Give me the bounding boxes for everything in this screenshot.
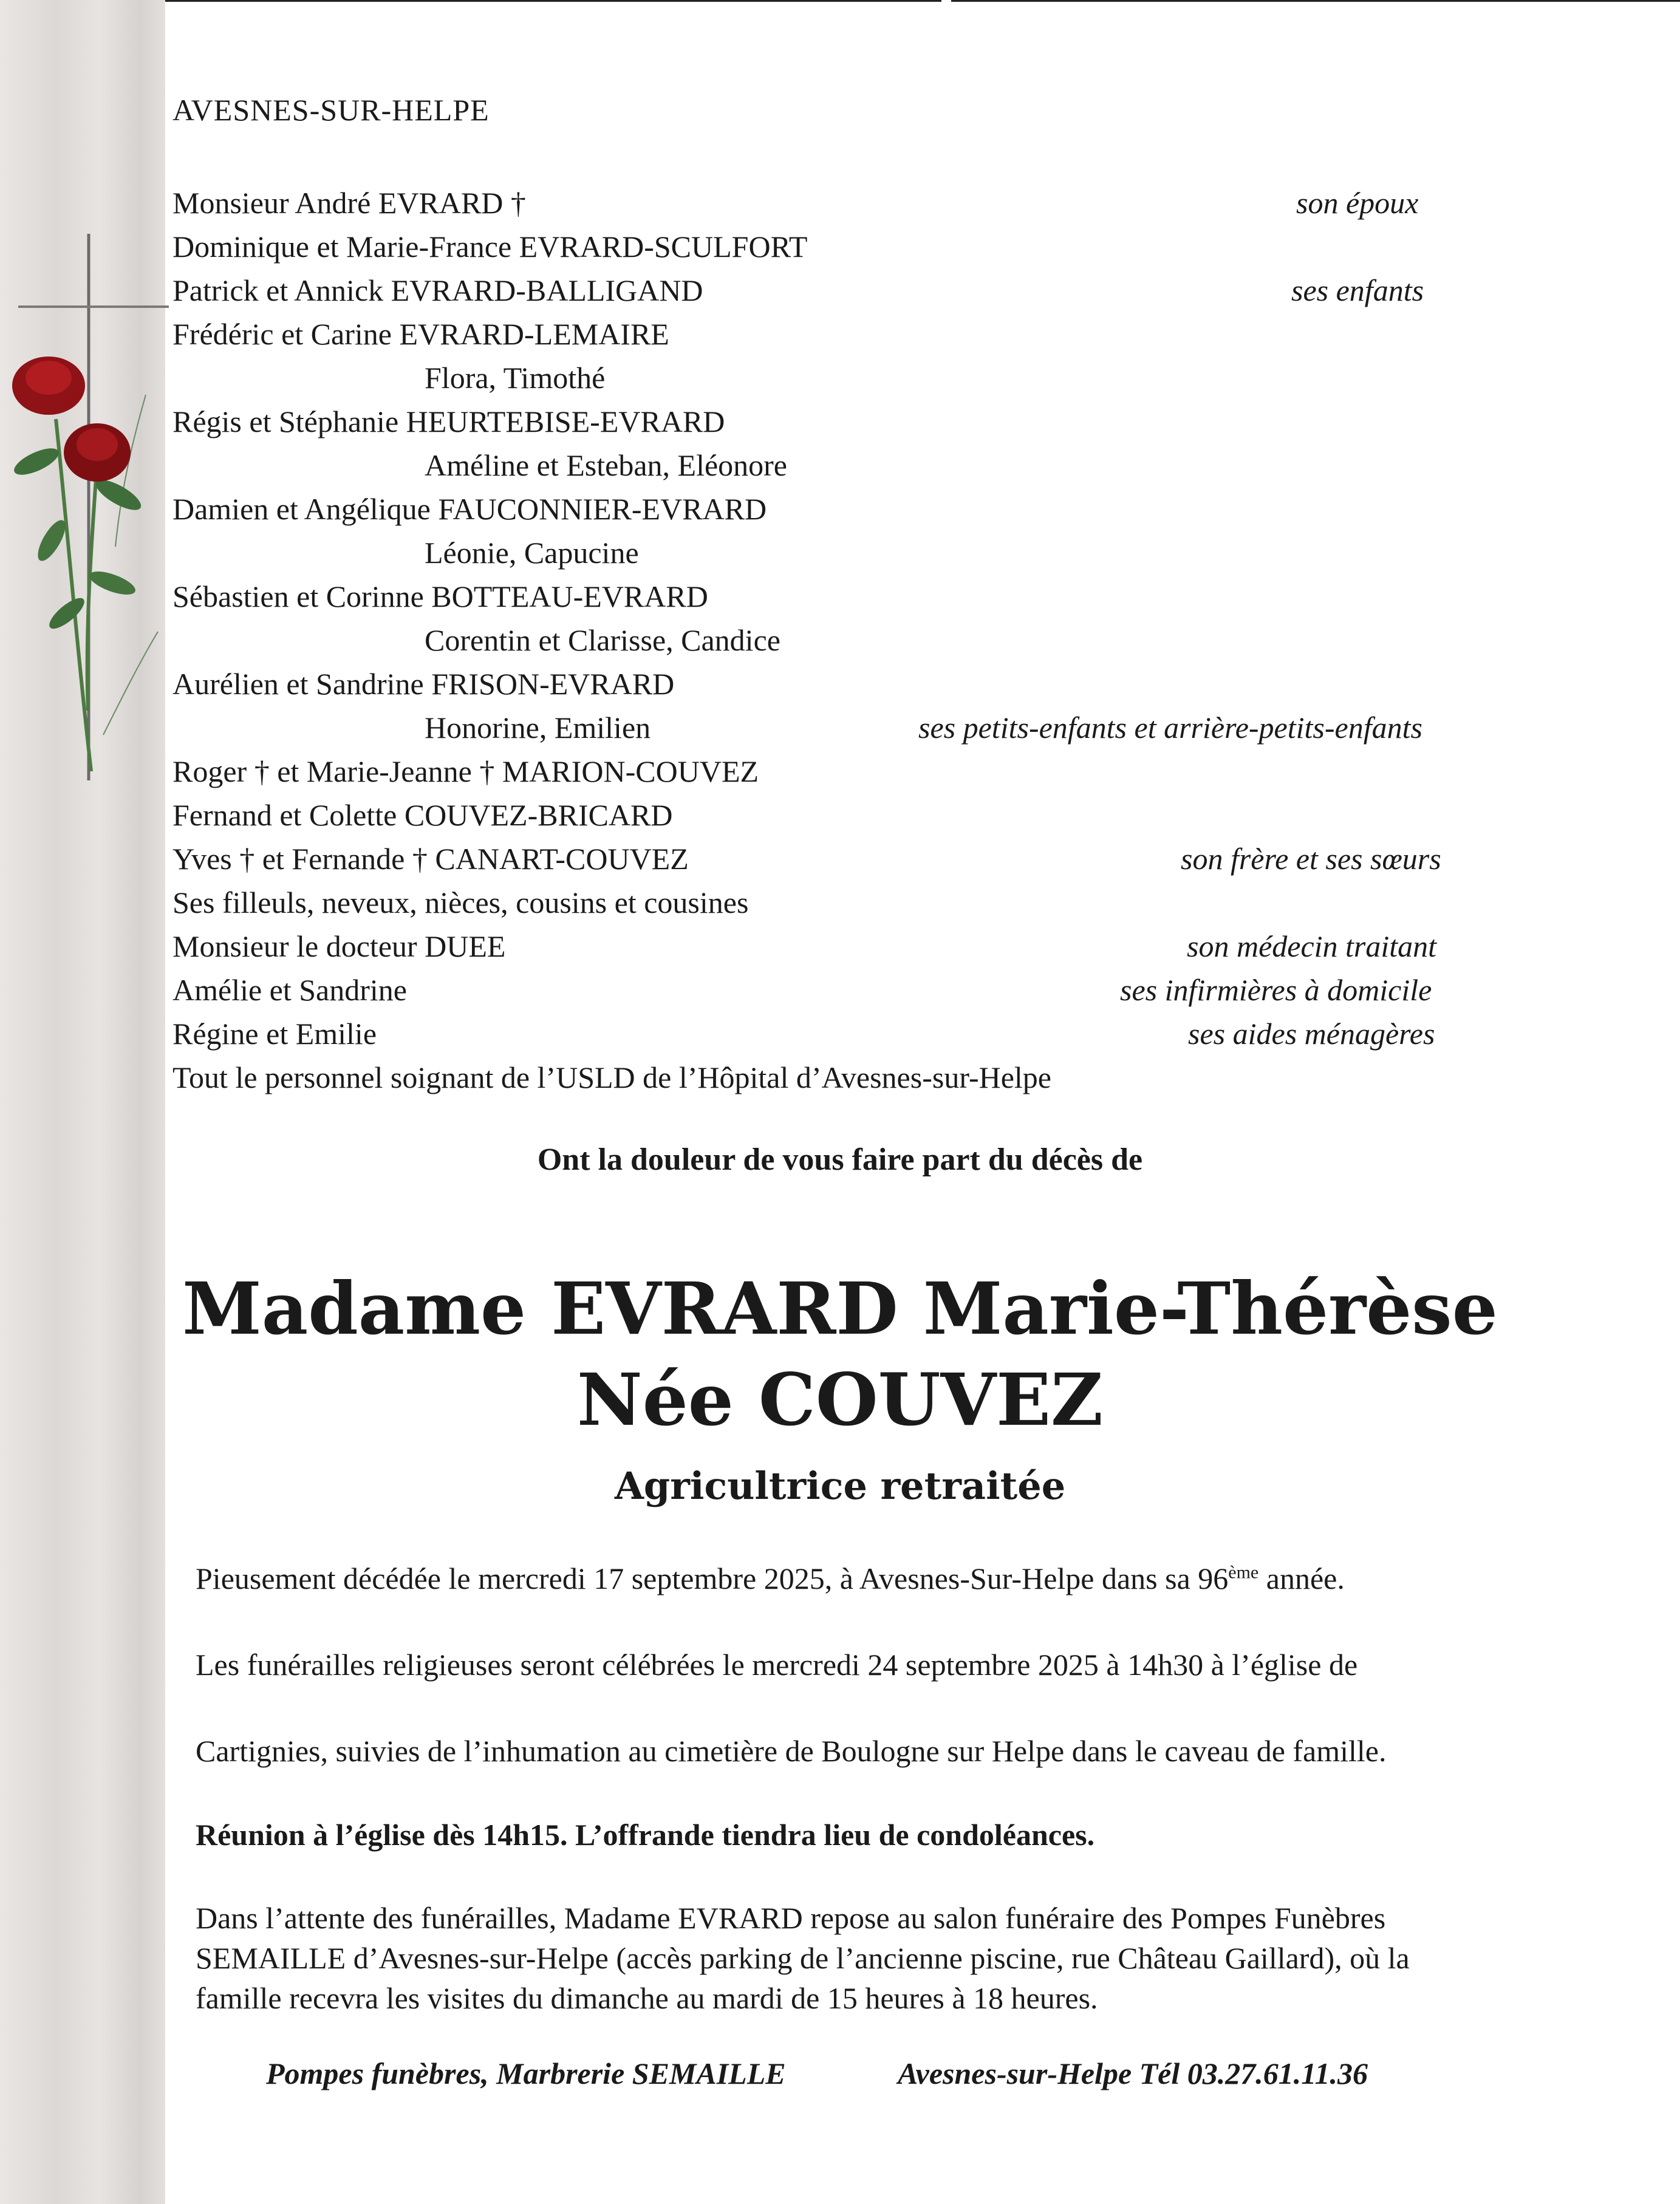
death-end: année. [1258, 1561, 1345, 1595]
family-member-name: Léonie, Capucine [425, 536, 639, 570]
family-row [172, 443, 1509, 487]
family-relation: ses petits-enfants et arrière-petits-enfants [918, 711, 1422, 745]
family-row [172, 968, 1509, 1012]
top-rule [164, 0, 1680, 2]
city-heading: AVESNES-SUR-HELPE [172, 93, 490, 127]
family-member-name: Aurélien et Sandrine FRISON-EVRARD [172, 667, 675, 701]
funeral-line-1: Les funérailles religieuses seront célébrées le mercredi 24 septembre 2025 à 14h30 à l’église de [196, 1648, 1358, 1682]
family-relation: son époux [1296, 186, 1419, 220]
family-member-name: Ses filleuls, neveux, nièces, cousins et cousines [172, 885, 749, 919]
family-member-name: Régis et Stéphanie HEURTEBISE-EVRARD [172, 404, 725, 438]
footer-right: Avesnes-sur-Helpe Tél 03.27.61.11.36 [898, 2056, 1368, 2090]
leaf [87, 567, 138, 599]
leaf [45, 593, 89, 633]
death-line [196, 1561, 1345, 1596]
family-member-name: Amélie et Sandrine [172, 973, 407, 1007]
footer-left: Pompes funèbres, Marbrerie SEMAILLE [266, 2056, 786, 2090]
family-member-name: Dominique et Marie-France EVRARD-SCULFORT [172, 230, 808, 264]
family-row [172, 618, 1509, 662]
funeral-line-2: Cartignies, suivies de l’inhumation au cimetière de Boulogne sur Helpe dans le caveau de famille. [196, 1734, 1387, 1768]
family-member-name: Yves † et Fernande † CANART-COUVEZ [172, 842, 689, 876]
family-member-name: Honorine, Emilien [425, 711, 651, 745]
deceased-name-line1: Madame EVRARD Marie-Thérèse [182, 1266, 1498, 1351]
family-relation: son frère et ses sœurs [1181, 842, 1441, 876]
family-relation: son médecin traitant [1187, 929, 1437, 963]
family-row [172, 706, 1509, 749]
visit-line: Dans l’attente des funérailles, Madame EVRARD repose au salon funéraire des Pompes Funèbres [196, 1901, 1386, 1935]
family-member-name: Corentin et Clarisse, Candice [425, 623, 780, 657]
visit-line: SEMAILLE d’Avesnes-sur-Helpe (accès parking de l’ancienne piscine, rue Château Gaillard), où la [196, 1941, 1410, 1975]
family-member-name: Roger † et Marie-Jeanne † MARION-COUVEZ [172, 754, 759, 788]
family-row [172, 312, 1509, 356]
family-row [172, 531, 1509, 575]
family-row [172, 225, 1509, 268]
family-row [172, 487, 1509, 531]
leaf [10, 443, 62, 480]
death-text: Pieusement décédée le mercredi 17 septembre 2025, à Avesnes-Sur-Helpe dans sa 96 [196, 1561, 1229, 1595]
death-ordinal: ème [1228, 1562, 1259, 1583]
family-member-name: Frédéric et Carine EVRARD-LEMAIRE [172, 317, 669, 351]
top-rule-gap [941, 0, 951, 2]
meeting-line: Réunion à l’église dès 14h15. L’offrande tiendra lieu de condoléances. [196, 1818, 1095, 1852]
family-member-name: Patrick et Annick EVRARD-BALLIGAND [172, 273, 703, 307]
family-row [172, 400, 1509, 443]
family-relation: ses enfants [1291, 273, 1424, 307]
leaf [33, 516, 70, 565]
rose-petals [26, 361, 72, 395]
family-member-name: Améline et Esteban, Eléonore [425, 448, 787, 482]
family-row [172, 356, 1509, 400]
family-member-name: Fernand et Colette COUVEZ-BRICARD [172, 798, 673, 832]
family-member-name: Flora, Timothé [425, 361, 606, 395]
grass-stem [103, 632, 158, 735]
family-member-name: Régine et Emilie [172, 1017, 377, 1051]
family-member-name: Monsieur André EVRARD † [172, 186, 526, 220]
family-member-name: Sébastien et Corinne BOTTEAU-EVRARD [172, 579, 708, 613]
family-member-name: Tout le personnel soignant de l’USLD de l’Hôpital d’Avesnes-sur-Helpe [172, 1060, 1051, 1094]
family-row [172, 575, 1509, 618]
family-row [172, 793, 1509, 837]
family-list [172, 181, 1509, 1099]
intro-line: Ont la douleur de vous faire part du décès de [537, 1142, 1143, 1177]
family-member-name: Damien et Angélique FAUCONNIER-EVRARD [172, 492, 767, 526]
visit-line: famille recevra les visites du dimanche au mardi de 15 heures à 18 heures. [196, 1981, 1098, 2015]
family-member-name: Monsieur le docteur DUEE [172, 929, 506, 963]
deceased-maiden-name: Née COUVEZ [576, 1357, 1104, 1442]
family-row [172, 881, 1509, 924]
family-relation: ses infirmières à domicile [1120, 973, 1432, 1007]
family-row [172, 268, 1509, 312]
family-row [172, 1012, 1509, 1056]
family-row [172, 1056, 1509, 1099]
family-relation: ses aides ménagères [1188, 1017, 1435, 1051]
family-row [172, 749, 1509, 793]
family-row [172, 837, 1509, 881]
family-row [172, 181, 1509, 225]
rose-cross-illustration [0, 0, 176, 850]
family-row [172, 662, 1509, 706]
deceased-name [0, 1263, 1680, 1445]
visit-paragraph [196, 1898, 1410, 2018]
profession: Agricultrice retraitée [614, 1464, 1066, 1508]
rose-petals [77, 428, 118, 461]
family-row [172, 924, 1509, 968]
